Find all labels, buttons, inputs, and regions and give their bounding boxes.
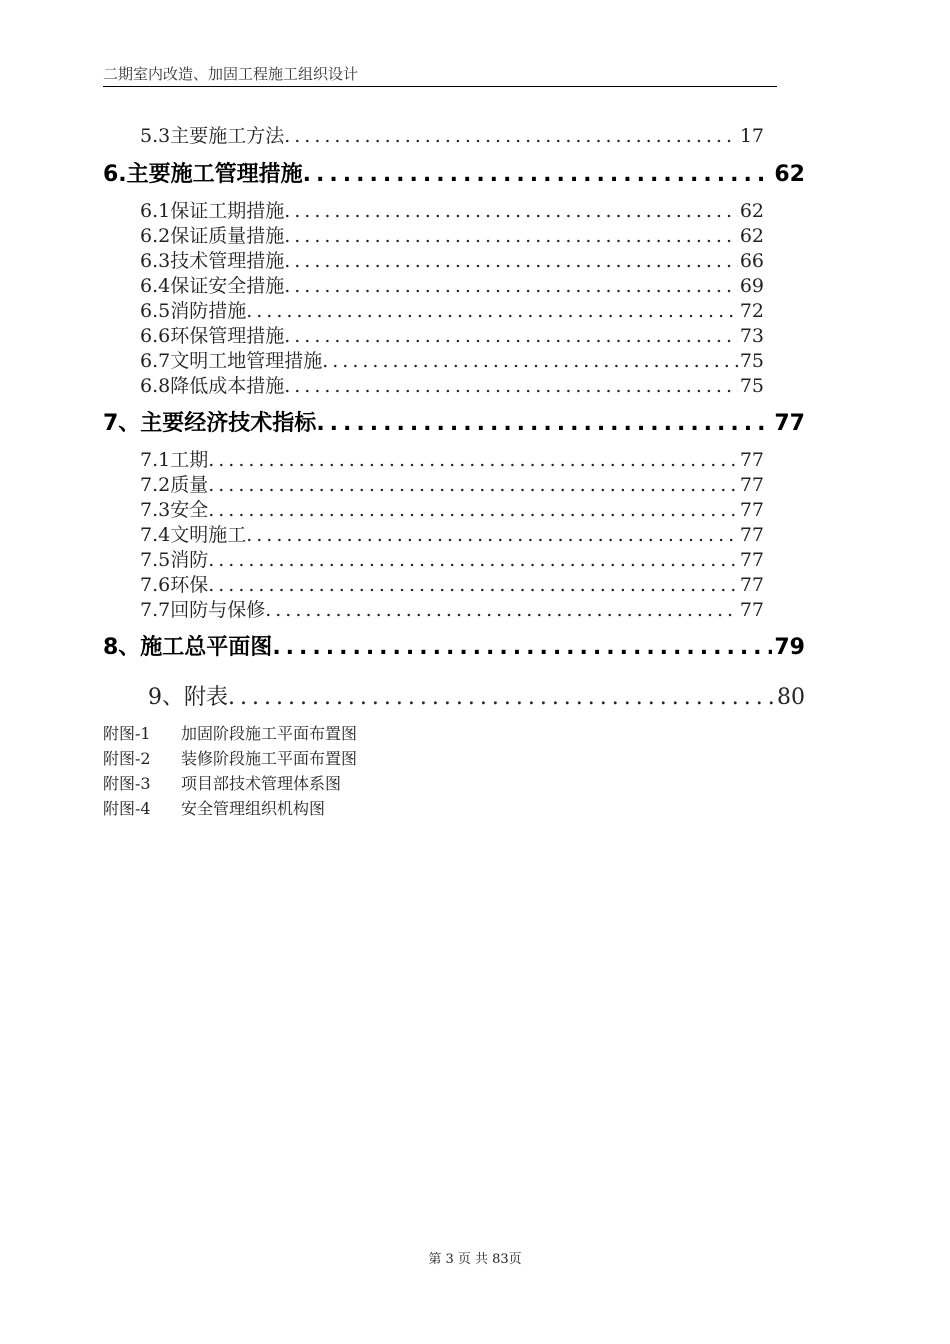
- toc-entry[interactable]: [140, 498, 764, 523]
- toc-page-number: 62: [774, 162, 805, 187]
- appendix-title: 装修阶段施工平面布置图: [181, 749, 358, 768]
- dot-leader: [208, 473, 738, 498]
- toc-entry-label: 6.主要施工管理措施: [103, 162, 303, 187]
- toc-entry-label: 7.3安全: [140, 499, 209, 521]
- toc-page-number: 77: [739, 499, 764, 521]
- toc-entry-label: 7.4文明施工: [140, 524, 247, 546]
- dot-leader: [246, 299, 738, 324]
- dot-leader: [228, 683, 775, 713]
- dot-leader: [284, 224, 738, 249]
- appendix-code: 附图-4: [103, 799, 151, 818]
- toc-page-number: 80: [777, 685, 805, 710]
- toc-page-number: 73: [739, 325, 764, 347]
- toc-entry-label: 8、施工总平面图: [103, 635, 273, 660]
- running-header: 二期室内改造、加固工程施工组织设计: [103, 64, 777, 87]
- toc-entry[interactable]: [140, 473, 764, 498]
- toc-page-number: 77: [739, 599, 764, 621]
- toc-entry[interactable]: [140, 249, 764, 274]
- appendix-title: 项目部技术管理体系图: [181, 774, 342, 793]
- toc-chapter[interactable]: [103, 633, 805, 663]
- dot-leader: [272, 633, 772, 663]
- toc-page-number: 77: [739, 574, 764, 596]
- toc-page-number: 17: [739, 125, 764, 147]
- dot-leader: [208, 498, 738, 523]
- toc-entry-label: 7.1工期: [140, 449, 209, 471]
- toc-chapter[interactable]: [148, 683, 805, 713]
- appendix-code: 附图-1: [103, 724, 151, 743]
- dot-leader: [284, 374, 738, 399]
- toc-entry-label: 6.3技术管理措施: [140, 250, 285, 272]
- toc-page-number: 77: [739, 449, 764, 471]
- appendix-code: 附图-2: [103, 749, 151, 768]
- dot-leader: [303, 160, 773, 190]
- toc-entry-label: 7、主要经济技术指标: [103, 411, 317, 436]
- toc-entry-label: 7.2质量: [140, 474, 209, 496]
- dot-leader: [265, 598, 738, 623]
- toc-entry[interactable]: [140, 573, 764, 598]
- toc-entry[interactable]: [140, 224, 764, 249]
- dot-leader: [284, 324, 738, 349]
- appendix-item: [103, 796, 325, 821]
- toc-page-number: 72: [739, 300, 764, 322]
- dot-leader: [208, 573, 738, 598]
- dot-leader: [322, 349, 738, 374]
- toc-entry-label: 7.5消防: [140, 549, 209, 571]
- toc-page-number: 66: [739, 250, 764, 272]
- toc-entry-label: 9、附表: [148, 685, 228, 710]
- appendix-item: [103, 771, 341, 796]
- toc-page-number: 77: [774, 411, 805, 436]
- dot-leader: [246, 523, 738, 548]
- toc-page-number: 77: [739, 524, 764, 546]
- toc-entry-label: 6.5消防措施: [140, 300, 247, 322]
- toc-page-number: 69: [739, 275, 764, 297]
- toc-page-number: 75: [739, 375, 764, 397]
- toc-entry-label: 6.1保证工期措施: [140, 200, 285, 222]
- toc-entry-label: 6.2保证质量措施: [140, 225, 285, 247]
- toc-entry[interactable]: [140, 274, 764, 299]
- toc-page-number: 79: [774, 635, 805, 660]
- toc-entry[interactable]: [140, 124, 764, 149]
- toc-page-number: 62: [739, 200, 764, 222]
- toc-entry[interactable]: [140, 598, 764, 623]
- toc-chapter[interactable]: [103, 160, 805, 190]
- toc-entry[interactable]: [140, 199, 764, 224]
- appendix-title: 加固阶段施工平面布置图: [181, 724, 358, 743]
- toc-page-number: 62: [739, 225, 764, 247]
- dot-leader: [284, 124, 738, 149]
- dot-leader: [316, 409, 772, 439]
- appendix-item: [103, 746, 357, 771]
- dot-leader: [284, 249, 738, 274]
- toc-entry-label: 6.7文明工地管理措施: [140, 350, 323, 372]
- toc-chapter[interactable]: [103, 409, 805, 439]
- toc-entry-label: 6.4保证安全措施: [140, 275, 285, 297]
- toc-entry[interactable]: [140, 299, 764, 324]
- page-footer: 第 3 页 共 83页: [428, 1252, 522, 1267]
- toc-entry[interactable]: [140, 523, 764, 548]
- dot-leader: [208, 448, 738, 473]
- toc-entry[interactable]: [140, 324, 764, 349]
- appendix-title: 安全管理组织机构图: [181, 799, 326, 818]
- toc-page-number: 77: [739, 549, 764, 571]
- toc-entry-label: 6.8降低成本措施: [140, 375, 285, 397]
- appendix-item: [103, 721, 357, 746]
- toc-entry[interactable]: [140, 548, 764, 573]
- toc-entry-label: 5.3主要施工方法: [140, 125, 285, 147]
- toc-entry[interactable]: [140, 374, 764, 399]
- toc-page-number: 75: [739, 350, 764, 372]
- toc-page-number: 77: [739, 474, 764, 496]
- toc-entry[interactable]: [140, 349, 764, 374]
- dot-leader: [284, 274, 738, 299]
- toc-entry-label: 7.6环保: [140, 574, 209, 596]
- dot-leader: [284, 199, 738, 224]
- toc-entry-label: 6.6环保管理措施: [140, 325, 285, 347]
- dot-leader: [208, 548, 738, 573]
- appendix-code: 附图-3: [103, 774, 151, 793]
- toc-entry-label: 7.7回防与保修: [140, 599, 266, 621]
- toc-entry[interactable]: [140, 448, 764, 473]
